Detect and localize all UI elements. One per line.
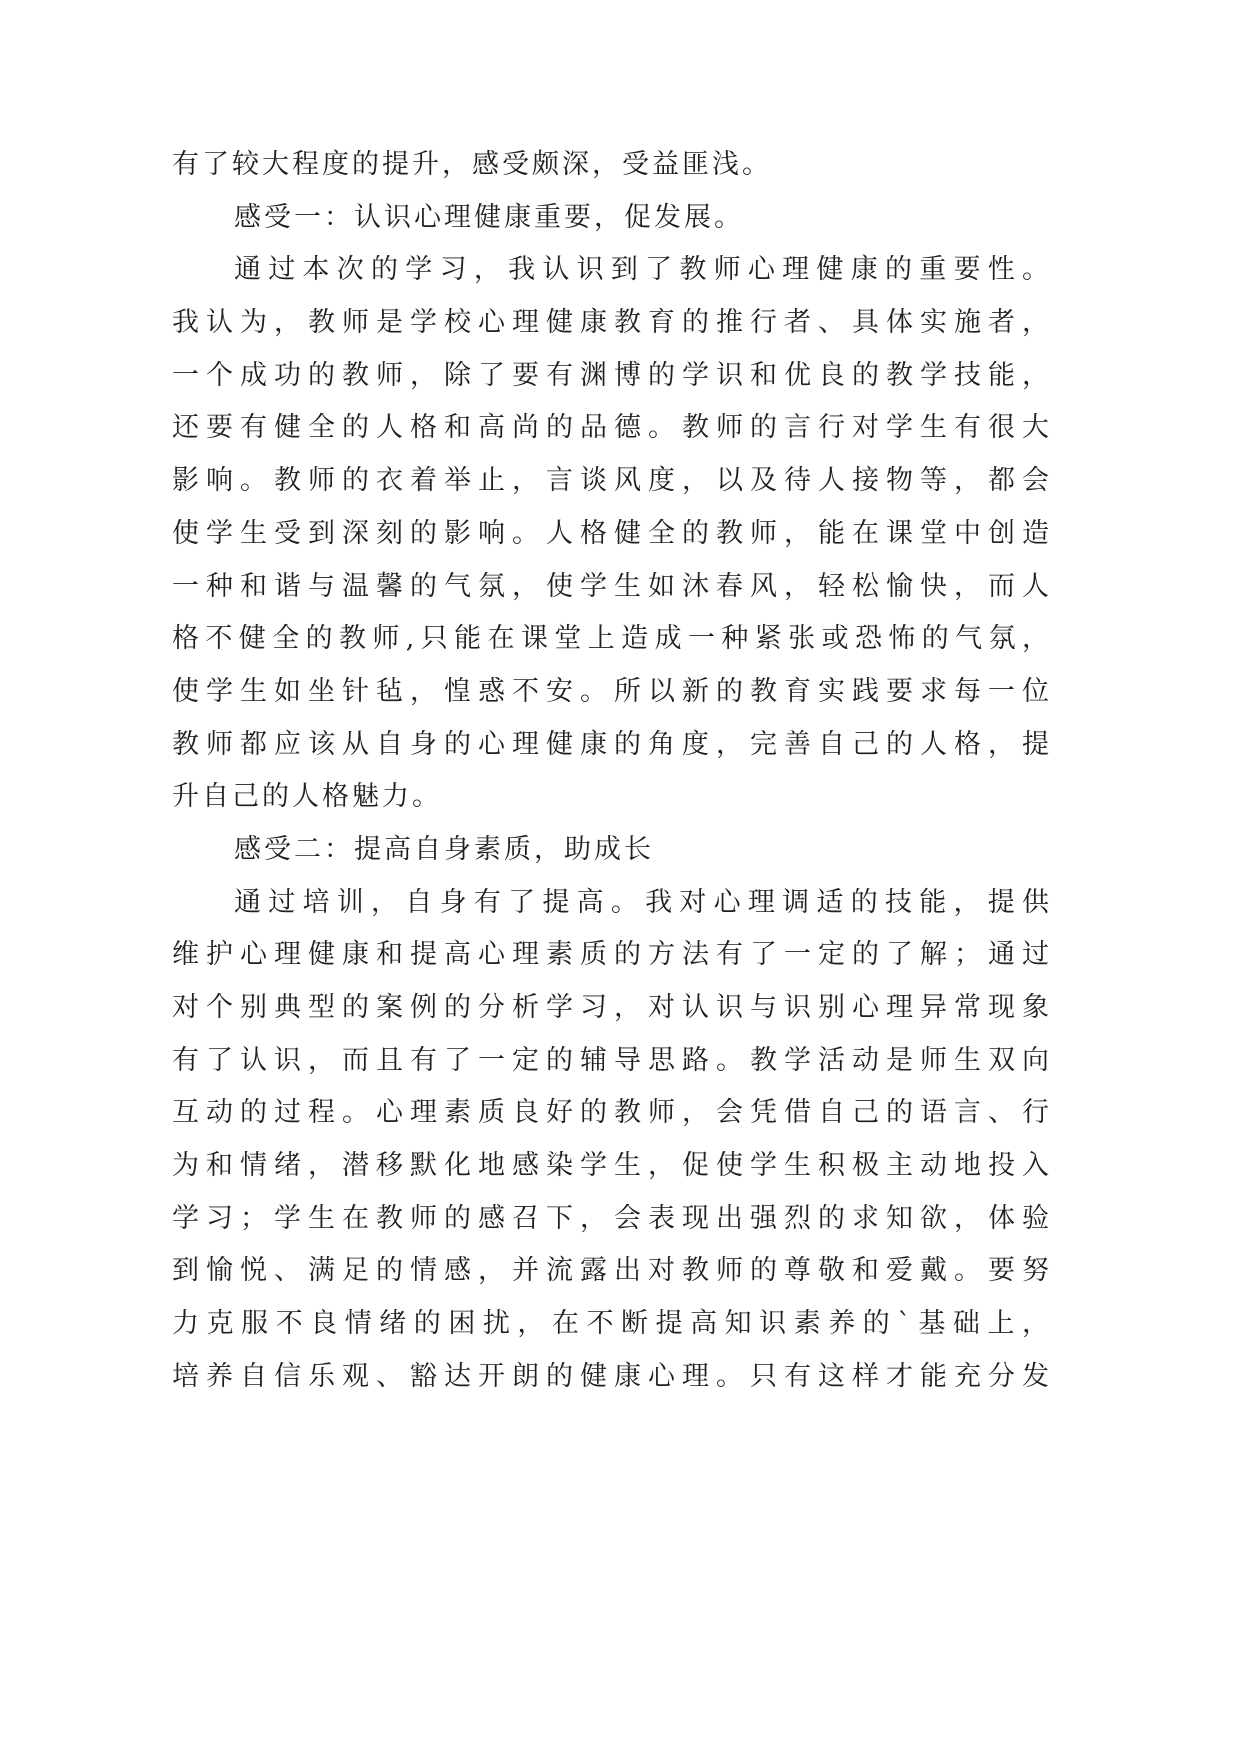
- body-text: [172, 139, 1052, 1404]
- text-line: 培养自信乐观、豁达开朗的健康心理。只有这样才能充分发: [172, 1360, 1052, 1392]
- section-heading-1: 感受一：认识心理健康重要，促发展。: [234, 201, 744, 233]
- text-line: 到愉悦、满足的情感，并流露出对教师的尊敬和爱戴。要努: [172, 1255, 1052, 1287]
- text-line: 为和情绪，潜移默化地感染学生，促使学生积极主动地投入: [172, 1150, 1052, 1182]
- text-line: 使学生受到深刻的影响。人格健全的教师，能在课堂中创造: [172, 517, 1052, 549]
- text-line: 学习；学生在教师的感召下，会表现出强烈的求知欲，体验: [172, 1202, 1052, 1234]
- text-line: 有了认识，而且有了一定的辅导思路。教学活动是师生双向: [172, 1044, 1052, 1076]
- text-line: 影响。教师的衣着举止，言谈风度，以及待人接物等，都会: [172, 465, 1052, 497]
- text-line: 有了较大程度的提升，感受颇深，受益匪浅。: [172, 149, 772, 180]
- text-line: 教师都应该从自身的心理健康的角度，完善自己的人格，提: [172, 728, 1052, 760]
- text-line: 通过培训，自身有了提高。我对心理调适的技能，提供: [234, 886, 1052, 918]
- text-line: 通过本次的学习，我认识到了教师心理健康的重要性。: [234, 254, 1052, 286]
- text-line: 互动的过程。心理素质良好的教师，会凭借自己的语言、行: [172, 1097, 1052, 1129]
- text-line: 一种和谐与温馨的气氛，使学生如沐春风，轻松愉快，而人: [172, 570, 1052, 602]
- text-line: 维护心理健康和提高心理素质的方法有了一定的了解；通过: [172, 939, 1052, 971]
- section-heading-2: 感受二：提高自身素质，助成长: [234, 833, 654, 865]
- text-line: 力克服不良情绪的困扰，在不断提高知识素养的`基础上，: [172, 1308, 1052, 1340]
- text-line: 我认为，教师是学校心理健康教育的推行者、具体实施者，: [172, 307, 1052, 339]
- text-line: 升自己的人格魅力。: [172, 781, 442, 813]
- text-line: 对个别典型的案例的分析学习，对认识与识别心理异常现象: [172, 992, 1052, 1023]
- text-line: 格不健全的教师,只能在课堂上造成一种紧张或恐怖的气氛，: [172, 623, 1052, 655]
- text-line: 使学生如坐针毡，惶惑不安。所以新的教育实践要求每一位: [172, 675, 1052, 707]
- text-line: 还要有健全的人格和高尚的品德。教师的言行对学生有很大: [172, 412, 1052, 444]
- text-line: 一个成功的教师，除了要有渊博的学识和优良的教学技能，: [172, 359, 1052, 391]
